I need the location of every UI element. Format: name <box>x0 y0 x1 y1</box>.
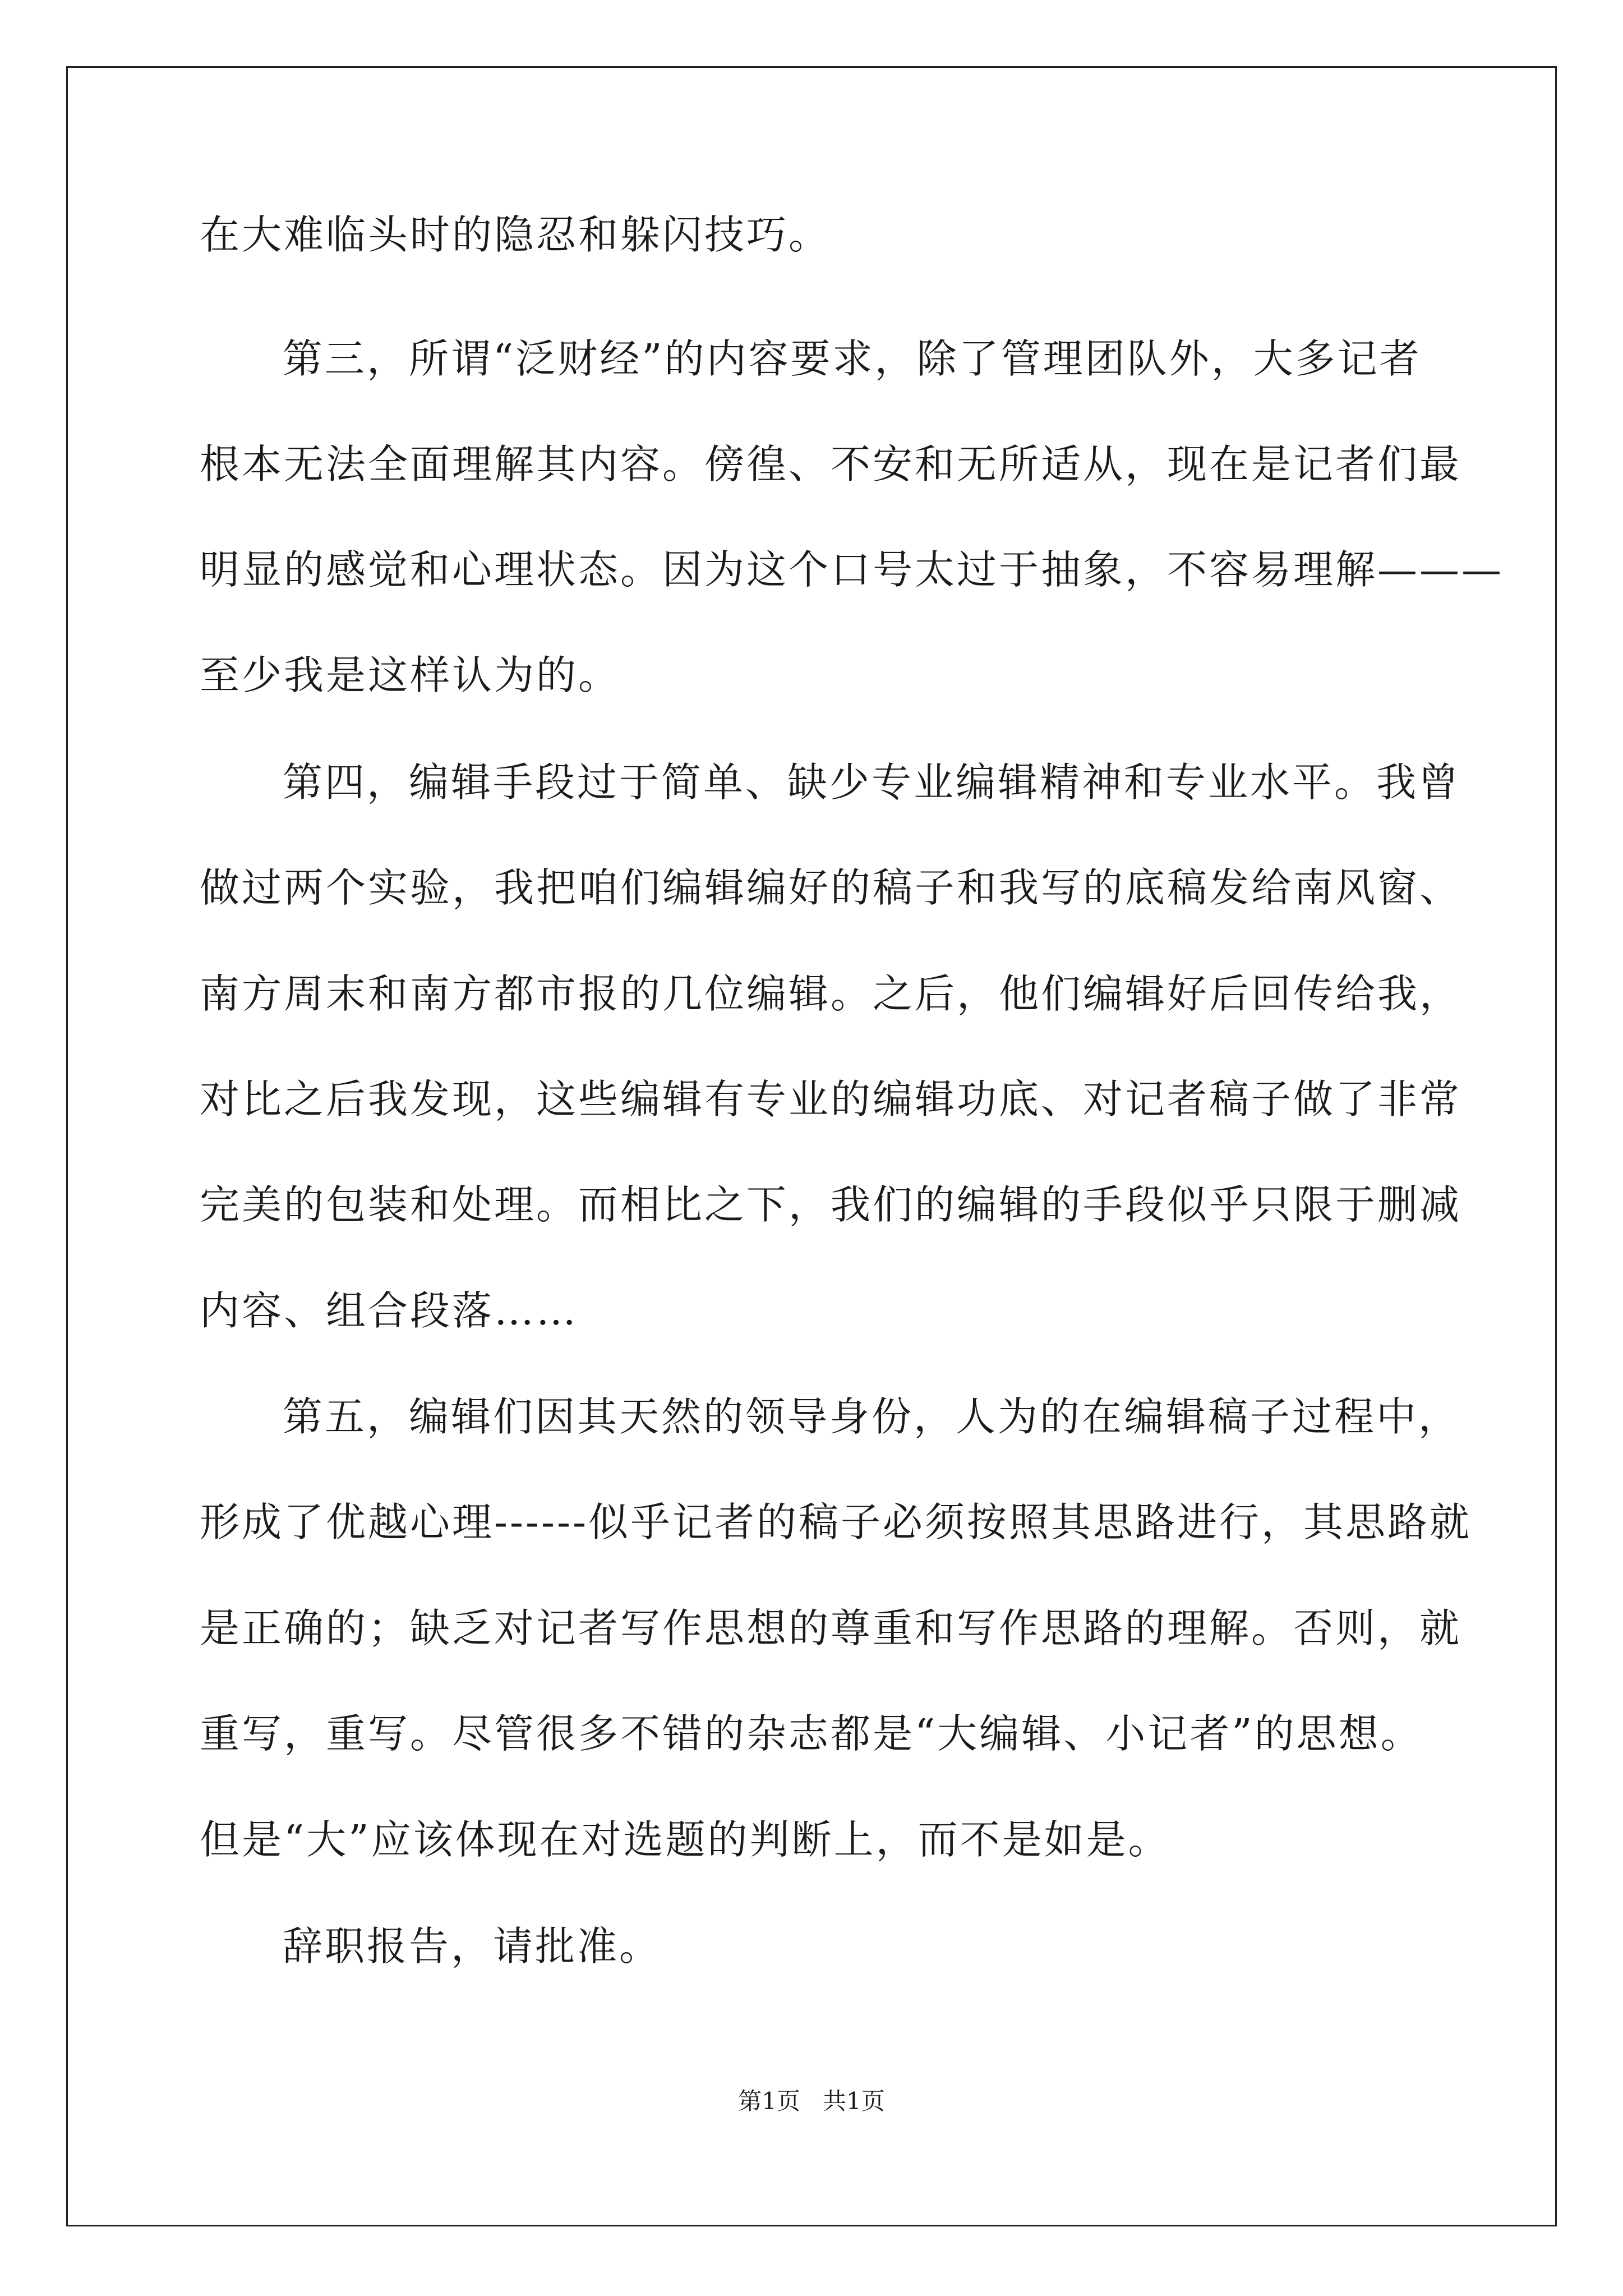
paragraph-line: 第三，所谓“泛财经”的内容要求，除了管理团队外，大多记者 <box>283 335 1422 382</box>
paragraph-line: 内容、组合段落…… <box>200 1287 579 1334</box>
paragraph-line: 是正确的；缺乏对记者写作思想的尊重和写作思路的理解。否则，就 <box>200 1605 1462 1651</box>
paragraph-line: 形成了优越心理------似乎记者的稿子必须按照其思路进行，其思路就 <box>200 1499 1472 1545</box>
paragraph-line: 南方周末和南方都市报的几位编辑。之后，他们编辑好后回传给我， <box>200 970 1462 1017</box>
page-border <box>66 66 1557 2226</box>
paragraph-line: 辞职报告，请批准。 <box>283 1923 662 1970</box>
paragraph-line: 对比之后我发现，这些编辑有专业的编辑功底、对记者稿子做了非常 <box>200 1076 1462 1122</box>
paragraph-line: 第四，编辑手段过于简单、缺少专业编辑精神和专业水平。我曾 <box>283 759 1461 806</box>
paragraph-line: 至少我是这样认为的。 <box>200 652 621 698</box>
paragraph-line: 在大难临头时的隐忍和躲闪技巧。 <box>200 211 831 258</box>
paragraph-line: 但是“大”应该体现在对选题的判断上，而不是如是。 <box>200 1816 1170 1863</box>
paragraph-line: 第五，编辑们因其天然的领导身份，人为的在编辑稿子过程中， <box>283 1393 1461 1440</box>
page-footer: 第1页 共1页 <box>738 2087 885 2115</box>
paragraph-line: 明显的感觉和心理状态。因为这个口号太过于抽象，不容易理解——— <box>200 546 1504 593</box>
paragraph-line: 重写，重写。尽管很多不错的杂志都是“大编辑、小记者”的思想。 <box>200 1710 1423 1757</box>
paragraph-line: 做过两个实验，我把咱们编辑编好的稿子和我写的底稿发给南风窗、 <box>200 864 1462 911</box>
paragraph-line: 根本无法全面理解其内容。傍徨、不安和无所适从，现在是记者们最 <box>200 441 1462 487</box>
paragraph-line: 完美的包装和处理。而相比之下，我们的编辑的手段似乎只限于删减 <box>200 1181 1462 1228</box>
